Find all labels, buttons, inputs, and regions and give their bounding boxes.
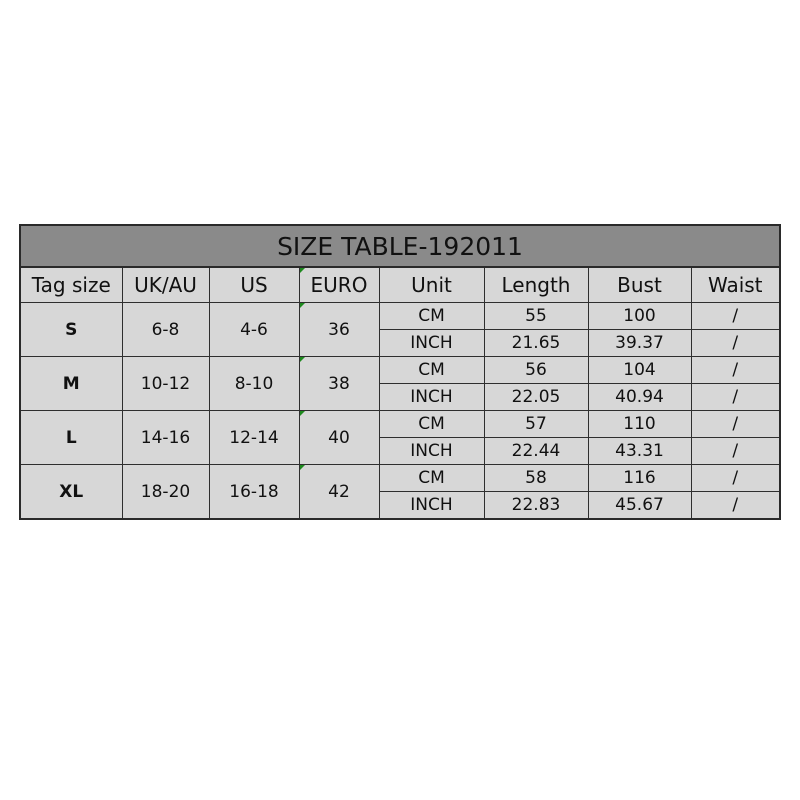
euro-cell bbox=[299, 303, 379, 357]
header-waist: Waist bbox=[691, 267, 780, 303]
euro-value: 38 bbox=[328, 373, 350, 394]
header-length: Length bbox=[484, 267, 588, 303]
size-table bbox=[19, 224, 781, 520]
euro-value: 36 bbox=[328, 319, 350, 340]
length-cell: 57 bbox=[484, 411, 588, 438]
header-unit: Unit bbox=[379, 267, 484, 303]
table-row bbox=[20, 411, 780, 438]
length-cell: 22.83 bbox=[484, 492, 588, 520]
cell-marker-icon bbox=[300, 411, 305, 416]
header-us: US bbox=[209, 267, 299, 303]
unit-cell: INCH bbox=[379, 330, 484, 357]
bust-cell: 110 bbox=[588, 411, 691, 438]
bust-cell: 45.67 bbox=[588, 492, 691, 520]
waist-cell: / bbox=[691, 465, 780, 492]
length-cell: 21.65 bbox=[484, 330, 588, 357]
header-bust: Bust bbox=[588, 267, 691, 303]
us-cell: 4-6 bbox=[209, 303, 299, 357]
header-uk-au: UK/AU bbox=[122, 267, 209, 303]
header-euro bbox=[299, 267, 379, 303]
euro-value: 42 bbox=[328, 481, 350, 502]
waist-cell: / bbox=[691, 492, 780, 520]
cell-marker-icon bbox=[300, 357, 305, 362]
waist-cell: / bbox=[691, 357, 780, 384]
unit-cell: INCH bbox=[379, 438, 484, 465]
cell-marker-icon bbox=[300, 268, 305, 273]
waist-cell: / bbox=[691, 384, 780, 411]
cell-marker-icon bbox=[300, 303, 305, 308]
header-euro-label: EURO bbox=[310, 273, 368, 297]
length-cell: 58 bbox=[484, 465, 588, 492]
cell-marker-icon bbox=[300, 465, 305, 470]
header-tag-size: Tag size bbox=[20, 267, 122, 303]
table-row bbox=[20, 357, 780, 384]
bust-cell: 43.31 bbox=[588, 438, 691, 465]
us-cell: 12-14 bbox=[209, 411, 299, 465]
uk-au-cell: 18-20 bbox=[122, 465, 209, 520]
unit-cell: CM bbox=[379, 303, 484, 330]
waist-cell: / bbox=[691, 330, 780, 357]
length-cell: 55 bbox=[484, 303, 588, 330]
uk-au-cell: 6-8 bbox=[122, 303, 209, 357]
tag-size-cell: XL bbox=[20, 465, 122, 520]
length-cell: 22.05 bbox=[484, 384, 588, 411]
unit-cell: INCH bbox=[379, 492, 484, 520]
unit-cell: CM bbox=[379, 357, 484, 384]
bust-cell: 40.94 bbox=[588, 384, 691, 411]
uk-au-cell: 14-16 bbox=[122, 411, 209, 465]
euro-cell bbox=[299, 357, 379, 411]
bust-cell: 104 bbox=[588, 357, 691, 384]
tag-size-cell: M bbox=[20, 357, 122, 411]
unit-cell: CM bbox=[379, 465, 484, 492]
uk-au-cell: 10-12 bbox=[122, 357, 209, 411]
length-cell: 56 bbox=[484, 357, 588, 384]
header-row bbox=[20, 267, 780, 303]
bust-cell: 100 bbox=[588, 303, 691, 330]
waist-cell: / bbox=[691, 438, 780, 465]
table-title: SIZE TABLE-192011 bbox=[20, 225, 780, 267]
unit-cell: CM bbox=[379, 411, 484, 438]
table-row bbox=[20, 303, 780, 330]
tag-size-cell: L bbox=[20, 411, 122, 465]
us-cell: 8-10 bbox=[209, 357, 299, 411]
table-row bbox=[20, 465, 780, 492]
length-cell: 22.44 bbox=[484, 438, 588, 465]
euro-value: 40 bbox=[328, 427, 350, 448]
us-cell: 16-18 bbox=[209, 465, 299, 520]
unit-cell: INCH bbox=[379, 384, 484, 411]
waist-cell: / bbox=[691, 303, 780, 330]
euro-cell bbox=[299, 411, 379, 465]
euro-cell bbox=[299, 465, 379, 520]
waist-cell: / bbox=[691, 411, 780, 438]
bust-cell: 116 bbox=[588, 465, 691, 492]
bust-cell: 39.37 bbox=[588, 330, 691, 357]
tag-size-cell: S bbox=[20, 303, 122, 357]
